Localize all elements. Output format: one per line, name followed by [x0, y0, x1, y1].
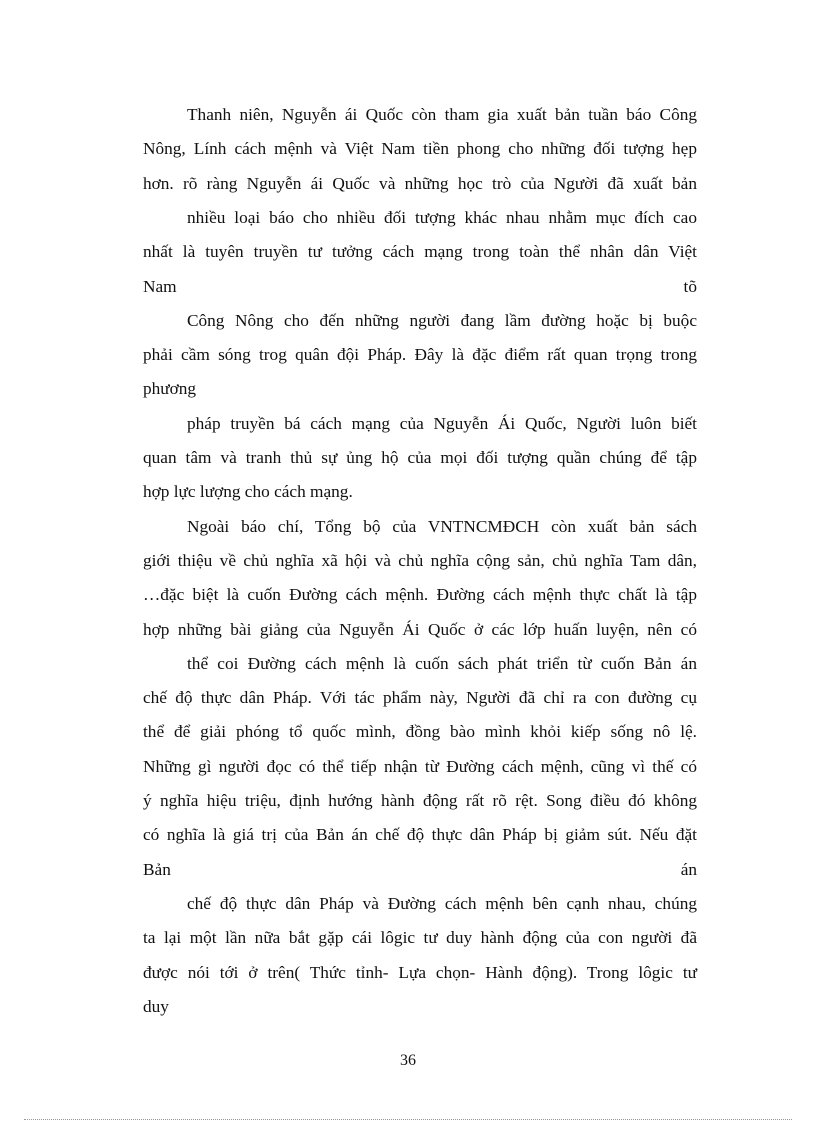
- text-line: duy: [143, 996, 169, 1016]
- text-line: Thanh niên, Nguyễn ái Quốc còn tham gia xuất bản tuần báo Công: [187, 105, 697, 124]
- page-number: 36: [400, 1052, 416, 1069]
- text-line: pháp truyền bá cách mạng của Nguyễn Ái Quốc, Người luôn biết: [187, 413, 697, 433]
- text-line: Ngoài báo chí, Tổng bộ của VNTNCMĐCH còn xuất bản sách: [187, 516, 697, 536]
- text-line: được nói tới ở trên( Thức tỉnh- Lựa chọn- Hành động). Trong lôgic tư: [143, 962, 697, 982]
- text-line: Bản án: [143, 859, 697, 879]
- text-line: ta lại một lần nữa bắt gặp cái lôgic tư duy hành động của con người đã: [143, 928, 697, 948]
- text-line: hơn. rõ ràng Nguyễn ái Quốc và những học trò của Người đã xuất bản: [143, 173, 697, 193]
- text-line: giới thiệu về chủ nghĩa xã hội và chủ nghĩa cộng sản, chủ nghĩa Tam dân,: [143, 550, 697, 570]
- text-line: hợp lực lượng cho cách mạng.: [143, 482, 353, 502]
- text-line: thể để giải phóng tổ quốc mình, đồng bào mình khỏi kiếp sống nô lệ.: [143, 722, 697, 742]
- text-line: nhất là tuyên truyền tư tưởng cách mạng trong toàn thể nhân dân Việt: [143, 242, 697, 262]
- text-line: Những gì người đọc có thể tiếp nhận từ Đường cách mệnh, cũng vì thế có: [143, 756, 697, 776]
- text-line: phải cầm sóng trog quân đội Pháp. Đây là đặc điểm rất quan trọng trong: [143, 345, 697, 365]
- text-line: nhiều loại báo cho nhiều đối tượng khác nhau nhằm mục đích cao: [187, 207, 697, 227]
- page-border-dotted: [24, 1119, 792, 1120]
- text-line: hợp những bài giảng của Nguyễn Ái Quốc ở các lớp huấn luyện, nên có: [143, 619, 697, 639]
- text-line: ý nghĩa hiệu triệu, định hướng hành động rất rõ rệt. Song điều đó không: [143, 791, 697, 810]
- text-line: quan tâm và tranh thủ sự ủng hộ của mọi đối tượng quần chúng để tập: [143, 448, 697, 467]
- text-line: Công Nông cho đến những người đang lầm đường hoặc bị buộc: [187, 310, 697, 330]
- text-line: phương: [143, 379, 197, 399]
- text-line: Nam tõ: [143, 276, 697, 296]
- text-line: …đặc biệt là cuốn Đường cách mệnh. Đường cách mệnh thực chất là tập: [143, 585, 697, 605]
- text-line: Nông, Lính cách mệnh và Việt Nam tiền phong cho những đối tượng hẹp: [143, 139, 697, 159]
- text-line: thể coi Đường cách mệnh là cuốn sách phát triển từ cuốn Bản án: [187, 653, 697, 673]
- text-line: có nghĩa là giá trị của Bản án chế độ thực dân Pháp bị giảm sút. Nếu đặt: [143, 825, 697, 845]
- text-line: chế độ thực dân Pháp. Với tác phẩm này, Người đã chỉ ra con đường cụ: [143, 688, 697, 708]
- text-line: chế độ thực dân Pháp và Đường cách mệnh bên cạnh nhau, chúng: [187, 893, 697, 913]
